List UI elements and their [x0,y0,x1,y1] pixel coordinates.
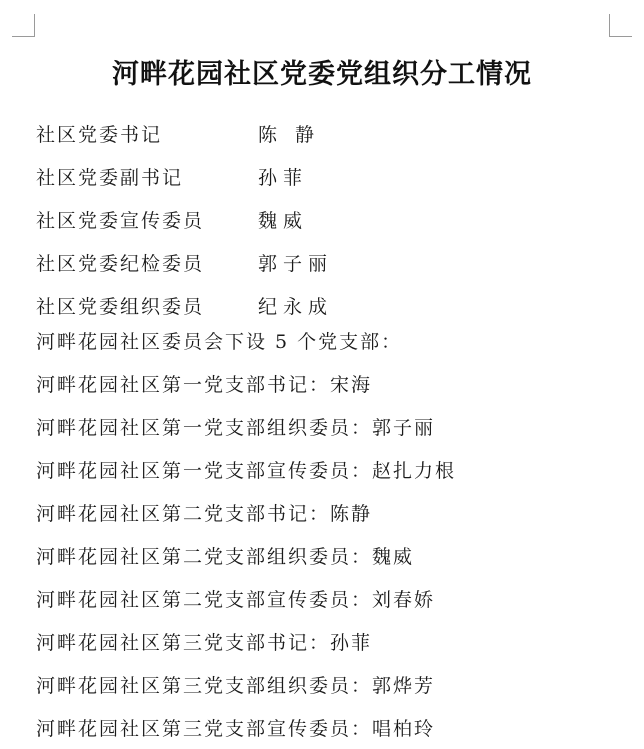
branch-line: 河畔花园社区第二党支部组织委员：魏威 [36,546,415,568]
officer-name: 孙菲 [258,167,309,189]
branch-line: 河畔花园社区第二党支部宣传委员：刘春娇 [36,589,436,611]
officer-row [36,198,596,241]
officer-name: 郭子丽 [258,253,334,275]
branch-line: 河畔花园社区第三党支部宣传委员：唱柏玲 [36,718,436,740]
officer-row [36,112,596,155]
crop-mark-top-left [12,14,35,37]
branch-line: 河畔花园社区第一党支部宣传委员：赵扎力根 [36,460,457,482]
officer-role: 社区党委副书记 [36,167,184,189]
officer-list [36,112,596,327]
branch-line: 河畔花园社区第三党支部组织委员：郭烨芳 [36,675,436,697]
branch-list [36,319,636,749]
branch-summary-line: 河畔花园社区委员会下设 5 个党支部： [36,331,403,353]
officer-name: 纪永成 [258,296,334,318]
officer-row [36,241,596,284]
document-title: 河畔花园社区党委党组织分工情况 [112,59,532,90]
officer-role: 社区党委宣传委员 [36,210,205,232]
officer-role: 社区党委组织委员 [36,296,205,318]
officer-role: 社区党委纪检委员 [36,253,205,275]
crop-mark-top-right [609,14,632,37]
branch-line: 河畔花园社区第一党支部组织委员：郭子丽 [36,417,436,439]
officer-name: 陈 静 [258,124,321,146]
branch-line: 河畔花园社区第三党支部书记：孙菲 [36,632,373,654]
branch-line: 河畔花园社区第一党支部书记：宋海 [36,374,373,396]
branch-line: 河畔花园社区第二党支部书记：陈静 [36,503,373,525]
officer-row [36,155,596,198]
officer-name: 魏威 [258,210,309,232]
officer-role: 社区党委书记 [36,124,163,146]
